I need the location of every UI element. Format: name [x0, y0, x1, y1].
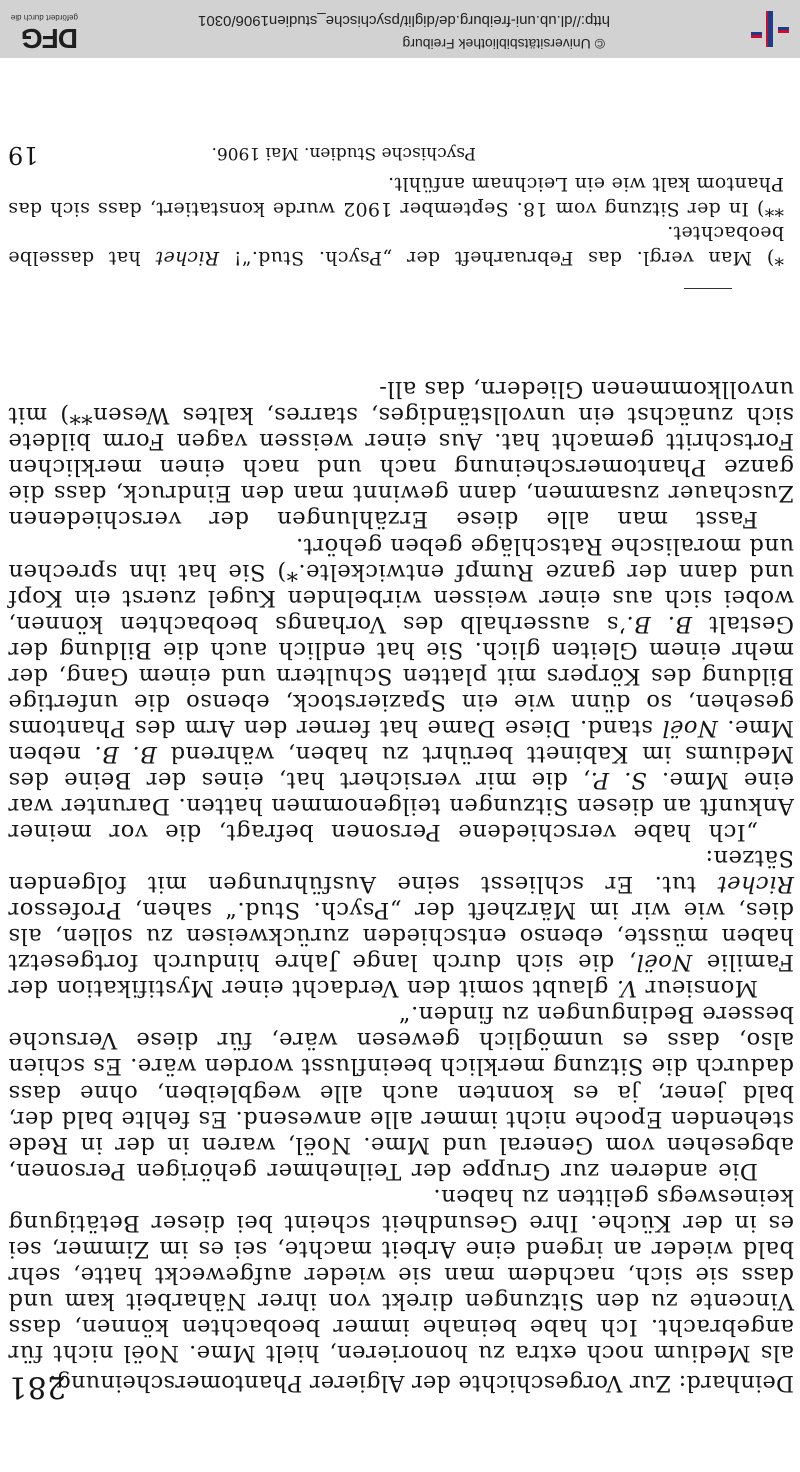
page-number: 281 — [8, 1369, 66, 1404]
dfg-block — [8, 4, 78, 54]
sheet-number: 19 — [8, 141, 39, 169]
footnote-2: **) In der Sitzung vom 18. September 1902 wurde konstatiert, dass sich das Phantom kalt wie ein Leichnam anfühlt. — [8, 173, 784, 220]
paragraph-2: Die anderen zur Gruppe der Teilnehmer gehörigen Personen, abgesehen vom General und Mme. Noël, waren in der in Rede stehenden Epoche nicht immer alle anwesend. Es fehlte bald der, bald jener, ja es konnten auch alle wegbleiben, ohne dass dadurch die Sitzung merklich beeinflusst worden wäre. Es schien also, dass es unmöglich gewesen wäre, für diese Versuche bessere Bedingungen zu finden.“ — [8, 1001, 794, 1184]
digitization-banner — [0, 0, 800, 58]
issue-footer — [8, 139, 794, 169]
copyright-notice: © Universitätsbibliothek Freiburg — [402, 36, 605, 52]
dfg-funding-note: gefördert durch die — [10, 13, 78, 22]
emph-richet: Richet — [717, 871, 794, 898]
footnote-1: *) Man vergl. das Februarheft der „Psych. Stud.“! Richet hat dasselbe beobachtet. — [8, 222, 784, 269]
paragraph-1: als Medium noch extra zu honorieren, hielt Mme. Noël nicht für angebracht. Ich habe beinahe immer beobachten können, dass Vincente zu den Sitzungen direkt von ihrer Näharbeit kam und dass sie sich, nachdem man sie wieder aufgeweckt hatte, sehr bald wieder an irgend eine Arbeit machte, sei es im Zimmer, sei es in der Küche. Ihre Gesundheit scheint bei dieser Betätigung keineswegs gelitten zu haben. — [8, 1183, 794, 1366]
emph-noel: Noël — [636, 949, 693, 976]
footnote-rule — [684, 288, 732, 289]
body-text — [8, 376, 794, 1366]
footnotes — [8, 172, 784, 270]
issue-line: Psychische Studien. Mai 1906. — [211, 143, 476, 163]
paragraph-4: „Ich habe verschiedene Personen befragt, die vor meiner Ankunft an diesen Sitzungen teilgenommen hatten. Darunter war eine Mme. S. P., die mir versichert hat, eines der Beine des Mediums im Kabinett berührt zu haben, während B. B. neben Mme. Noël stand. Diese Dame hat ferner den Arm des Phantoms gesehen, so dünn wie ein Spazierstock, ebenso die unfertige Bildung des Körpers mit platten Schultern und einem Gang, der mehr einem Gleiten glich. Sie hat endlich auch die Bildung der Gestalt B. B.’s ausserhalb des Vorhangs beobachten können, wobei sich aus einer weissen wirbelnden Kugel zuerst ein Kopf und dann der ganze Rumpf entwickelte.*) Sie hat ihn sprechen und moralische Ratschläge geben gehört. — [7, 532, 794, 846]
paragraph-3: Monsieur V. glaubt somit den Verdacht einer Mystifikation der Familie Noël, die sich durch lange Jahre hindurch fortgesetzt haben müsste, ebenso entschieden zurückweisen zu sollen, als dies, wie wir im Märzheft der „Psych. Stud.“ sahen, Professor Richet tut. Er schliesst seine Ausführungen mit folgenden Sätzen: — [7, 845, 794, 1002]
university-logo-icon — [748, 8, 792, 50]
dfg-logo-icon: DFG — [21, 23, 78, 54]
source-url-link[interactable]: http://dl.ub.uni-freiburg.de/diglit/psychische_studien1906/0301 — [198, 12, 610, 29]
running-head-title: Deinhard: Zur Vorgeschichte der Algierer Phantomerscheinung. — [48, 1370, 794, 1396]
running-head — [8, 1364, 794, 1410]
emph-bb-2: B. B. — [626, 610, 693, 637]
emph-v: V. — [616, 975, 637, 1002]
emph-sp: S. P. — [590, 766, 647, 793]
emph-noel-2: Noël — [661, 714, 718, 741]
emph-bb: B. B. — [94, 740, 157, 767]
paragraph-5: Fasst man alle diese Erzählungen der verschiedenen Zuschauer zusammen, dann gewinnt man den Eindruck, dass die ganze Phantomerscheinung nach und nach einen merklichen Fortschritt gemacht hat. Aus einer weissen vagen Form bildete sich zunächst ein unvollständiges, starres, kaltes Wesen**) mit unvollkommenen Gliedern, das all- — [8, 376, 794, 533]
footnote-emph-richet: Richet — [155, 247, 220, 269]
